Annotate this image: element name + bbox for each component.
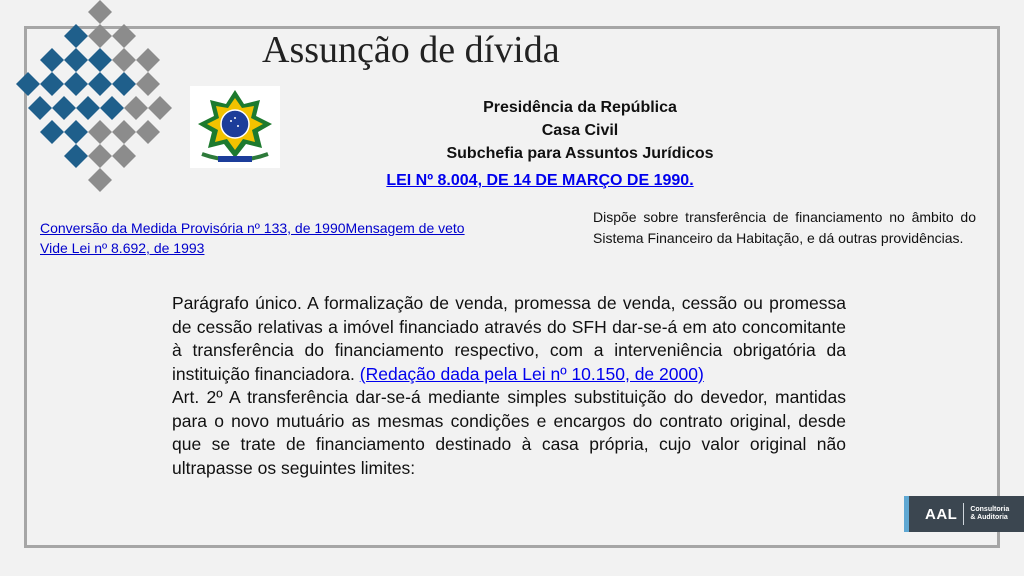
law-body (172, 292, 846, 480)
logo-separator (963, 503, 964, 525)
diamond-tile (112, 48, 136, 72)
article-2: Art. 2º A transferência dar-se-á mediante simples substituição do devedor, mantidas para o novo mutuário as mesmas condições e encargos do contrato original, desde que se trate de financiamento destinado à casa própria, cujo valor original não ultrapasse os seguintes limites: (172, 387, 846, 478)
diamond-tile (124, 96, 148, 120)
paragraph-unico-text: Parágrafo único. A formalização de venda, promessa de venda, cessão ou promessa de cessão relativas a imóvel financiado através do SFH dar-se-á em ato concomitante à transferência do financiamento respectivo, com a interveniência obrigatória da instituição financiadora. (172, 293, 846, 384)
diamond-tile (112, 24, 136, 48)
diamond-tile (88, 48, 112, 72)
diamond-tile (136, 48, 160, 72)
diamond-tile (64, 48, 88, 72)
vide-lei-link[interactable]: Vide Lei nº 8.692, de 1993 (40, 240, 205, 256)
diamond-tile (16, 72, 40, 96)
diamond-tile (112, 72, 136, 96)
diamond-tile (40, 120, 64, 144)
diamond-tile (76, 96, 100, 120)
slide-title: Assunção de dívida (262, 29, 560, 71)
aal-logo (904, 496, 1024, 532)
header-subchefia: Subchefia para Assuntos Jurídicos (446, 145, 714, 162)
diamond-tile (40, 48, 64, 72)
law-title-link[interactable]: LEI Nº 8.004, DE 14 DE MARÇO DE 1990. (386, 172, 694, 189)
diamond-tile (88, 72, 112, 96)
diamond-tile (88, 144, 112, 168)
redacao-link[interactable]: (Redação dada pela Lei nº 10.150, de 2000) (359, 363, 704, 384)
diamond-tile (88, 120, 112, 144)
diamond-tile (100, 96, 124, 120)
related-links (40, 218, 570, 258)
brazil-coat-of-arms-icon (190, 86, 280, 168)
header-casa-civil: Casa Civil (541, 122, 619, 139)
logo-sub-line1: Consultoria (970, 506, 1010, 513)
logo-sub-line2: & Auditoria (970, 514, 1008, 521)
diamond-tile (148, 96, 172, 120)
logo-name: AAL (925, 505, 958, 523)
logo-subtitle (970, 506, 1009, 522)
diamond-tile (112, 144, 136, 168)
diamond-tile (88, 168, 112, 192)
government-header (380, 96, 780, 165)
diamond-tile (64, 144, 88, 168)
diamond-tile (64, 72, 88, 96)
logo-accent-bar (904, 496, 909, 532)
header-presidency: Presidência da República (483, 99, 677, 116)
diamond-tile (136, 120, 160, 144)
diamond-tile (28, 96, 52, 120)
conversion-link[interactable]: Conversão da Medida Provisória nº 133, de 1990Mensagem de veto (40, 220, 465, 236)
diamond-tile (112, 120, 136, 144)
diamond-pattern-logo (0, 0, 200, 205)
diamond-tile (88, 0, 112, 24)
diamond-tile (64, 120, 88, 144)
diamond-tile (136, 72, 160, 96)
diamond-tile (40, 72, 64, 96)
paragraph-unico (172, 292, 846, 386)
law-summary: Dispõe sobre transferência de financiamento no âmbito do Sistema Financeiro da Habitação, e dá outras providências. (593, 209, 976, 246)
diamond-tile (52, 96, 76, 120)
diamond-tile (88, 24, 112, 48)
diamond-tile (64, 24, 88, 48)
